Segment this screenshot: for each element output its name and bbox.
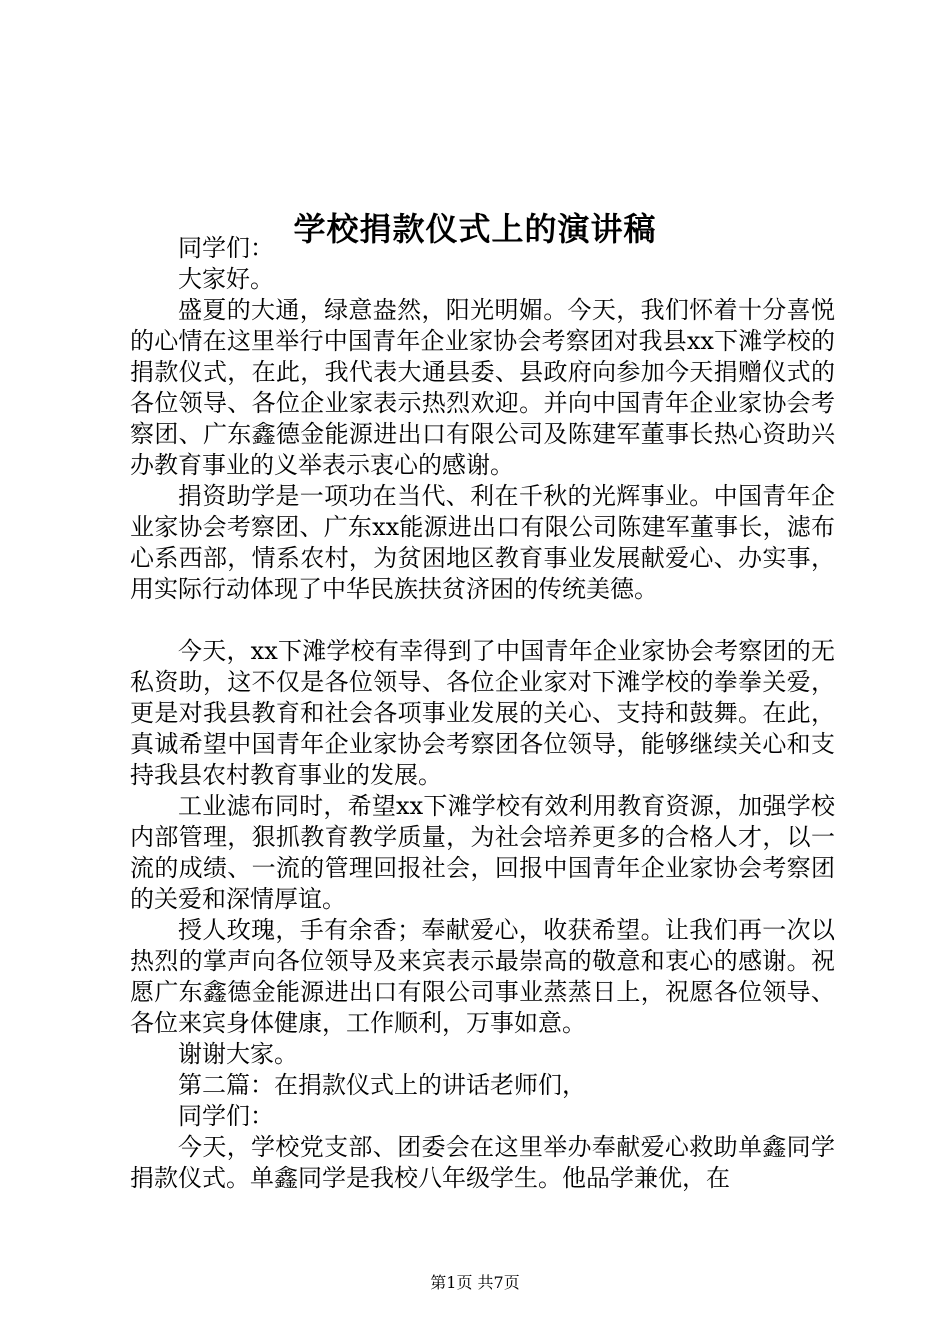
- document-title: 学校捐款仪式上的演讲稿: [293, 210, 657, 249]
- paragraph-hopes: 工业滤布同时，希望xx下滩学校有效利用教育资源，加强学校内部管理，狠抓教育教学质量，为社会培养更多的合格人才，以一流的成绩、一流的管理回报社会，回报中国青年企业家协会考察团的关爱和深情厚谊。: [130, 792, 835, 913]
- paragraph-second-article-body: 今天，学校党支部、团委会在这里举办奉献爱心救助单鑫同学捐款仪式。单鑫同学是我校八年级学生。他品学兼优，在: [130, 1133, 835, 1192]
- paragraph-opening: 盛夏的大通，绿意盎然，阳光明媚。今天，我们怀着十分喜悦的心情在这里举行中国青年企业家协会考察团对我县xx下滩学校的捐款仪式，在此，我代表大通县委、县政府向参加今天捐赠仪式的各位领导、各位企业家表示热烈欢迎。并向中国青年企业家协会考察团、广东鑫德金能源进出口有限公司及陈建军董事长热心资助兴办教育事业的义举表示衷心的感谢。: [130, 296, 835, 479]
- paragraph-greeting-students: 同学们：: [178, 234, 274, 262]
- paragraph-spacer: [130, 605, 835, 636]
- paragraph-closing-wishes: 授人玫瑰，手有余香；奉献爱心，收获希望。让我们再一次以热烈的掌声向各位领导及来宾表示最崇高的敬意和衷心的感谢。祝愿广东鑫德金能源进出口有限公司事业蒸蒸日上，祝愿各位领导、各位来宾身体健康，工作顺利，万事如意。: [130, 916, 835, 1037]
- paragraph-greeting-students-2: 同学们：: [178, 1102, 274, 1130]
- paragraph-school-thanks: 今天，xx下滩学校有幸得到了中国青年企业家协会考察团的无私资助，这不仅是各位领导、各位企业家对下滩学校的拳拳关爱，更是对我县教育和社会各项事业发展的关心、支持和鼓舞。在此，真诚希望中国青年企业家协会考察团各位领导，能够继续关心和支持我县农村教育事业的发展。: [130, 637, 835, 789]
- paragraph-thank-you: 谢谢大家。: [178, 1040, 298, 1068]
- paragraph-greeting-all: 大家好。: [178, 265, 274, 293]
- page-number-footer: 第1页 共7页: [430, 1273, 520, 1292]
- paragraph-donation-value: 捐资助学是一项功在当代、利在千秋的光辉事业。中国青年企业家协会考察团、广东xx能源进出口有限公司陈建军董事长，滤布心系西部，情系农村，为贫困地区教育事业发展献爱心、办实事，用实际行动体现了中华民族扶贫济困的传统美德。: [130, 482, 835, 603]
- paragraph-second-article-heading: 第二篇：在捐款仪式上的讲话老师们，: [178, 1071, 586, 1099]
- document-body: [130, 233, 835, 1194]
